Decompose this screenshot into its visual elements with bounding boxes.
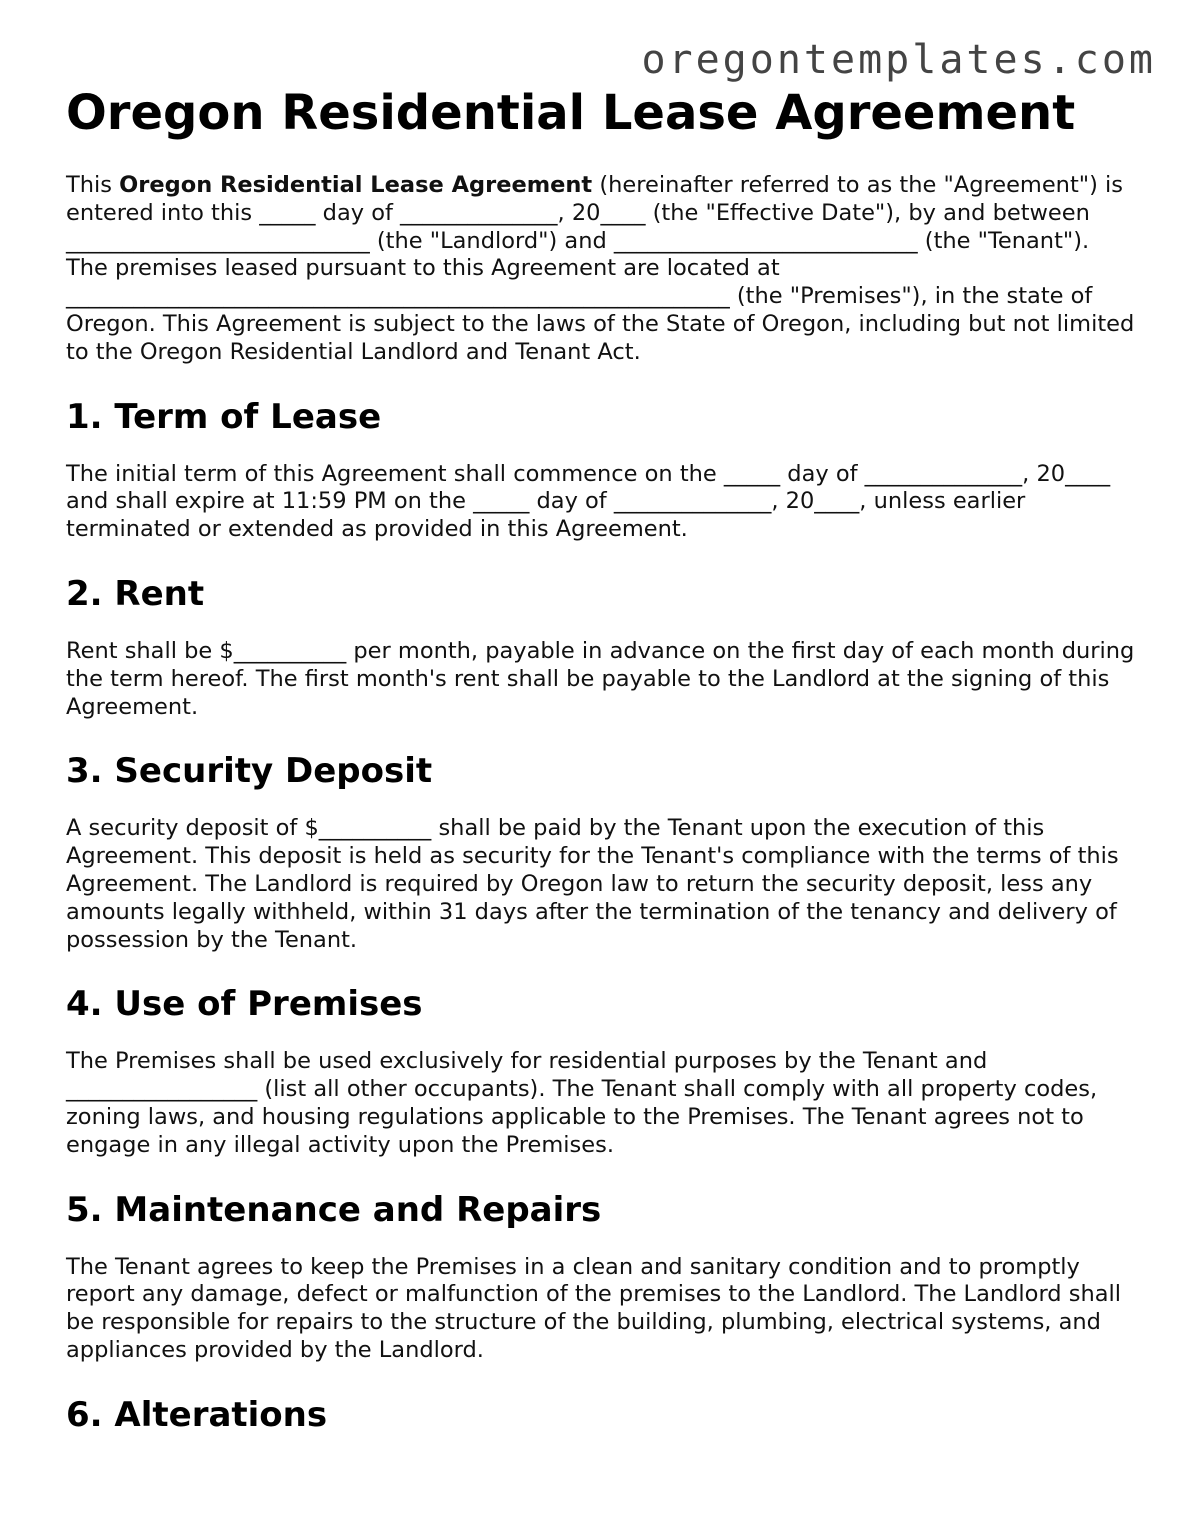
section-body-term: The initial term of this Agreement shall commence on the _____ day of ______________, 20____ and shall expire at 11:59 PM on the _____ day of ______________, 20____, unless earlier terminated or extended as provided in this Agreement. [66, 460, 1111, 543]
section-body-security-deposit: A security deposit of $__________ shall be paid by the Tenant upon the execution of this Agreement. This deposit is held as security for the Tenant's compliance with the terms of this Agreement. The Landlord is required by Oregon law to return the security deposit, less any amounts legally withheld, within 31 days after the termination of the tenancy and delivery of possession by the Tenant. [66, 815, 1119, 953]
section-heading-alterations: 6. Alterations [66, 1394, 328, 1435]
site-watermark: oregontemplates.com [641, 37, 1156, 83]
section-heading-use-of-premises: 4. Use of Premises [66, 984, 423, 1025]
section-heading-security-deposit: 3. Security Deposit [66, 751, 433, 792]
document-title: Oregon Residential Lease Agreement [66, 85, 1076, 141]
intro-pre: This [66, 172, 120, 198]
intro-post: (hereinafter referred to as the "Agreement") is entered into this _____ day of ______________, 20____ (the "Effective Date"), by and between ___________________________ (the "Landlord") and ___________________________ (the "Tenant"). The premises leased pursuant to this Agreement are located at ___________________________________________________________ (the "Premises"), in the state of Oregon. This Agreement is subject to the laws of the State of Oregon, including but not limited to the Oregon Residential Landlord and Tenant Act. [66, 172, 1135, 365]
section-body-use-of-premises: The Premises shall be used exclusively for residential purposes by the Tenant and _________________ (list all other occupants). The Tenant shall comply with all property codes, zoning laws, and housing regulations applicable to the Premises. The Tenant agrees not to engage in any illegal activity upon the Premises. [66, 1048, 1098, 1158]
section-body-maintenance: The Tenant agrees to keep the Premises in a clean and sanitary condition and to promptly report any damage, defect or malfunction of the premises to the Landlord. The Landlord shall be responsible for repairs to the structure of the building, plumbing, electrical systems, and appliances provided by the Landlord. [66, 1253, 1122, 1363]
document-page [66, 84, 1136, 1459]
intro-agreement-name: Oregon Residential Lease Agreement [119, 172, 593, 198]
section-heading-term: 1. Term of Lease [66, 396, 382, 437]
section-heading-maintenance: 5. Maintenance and Repairs [66, 1189, 602, 1230]
intro-paragraph [66, 172, 1136, 367]
section-heading-rent: 2. Rent [66, 573, 205, 614]
section-body-rent: Rent shall be $__________ per month, payable in advance on the first day of each month during the term hereof. The first month's rent shall be payable to the Landlord at the signing of this Agreement. [66, 637, 1135, 720]
